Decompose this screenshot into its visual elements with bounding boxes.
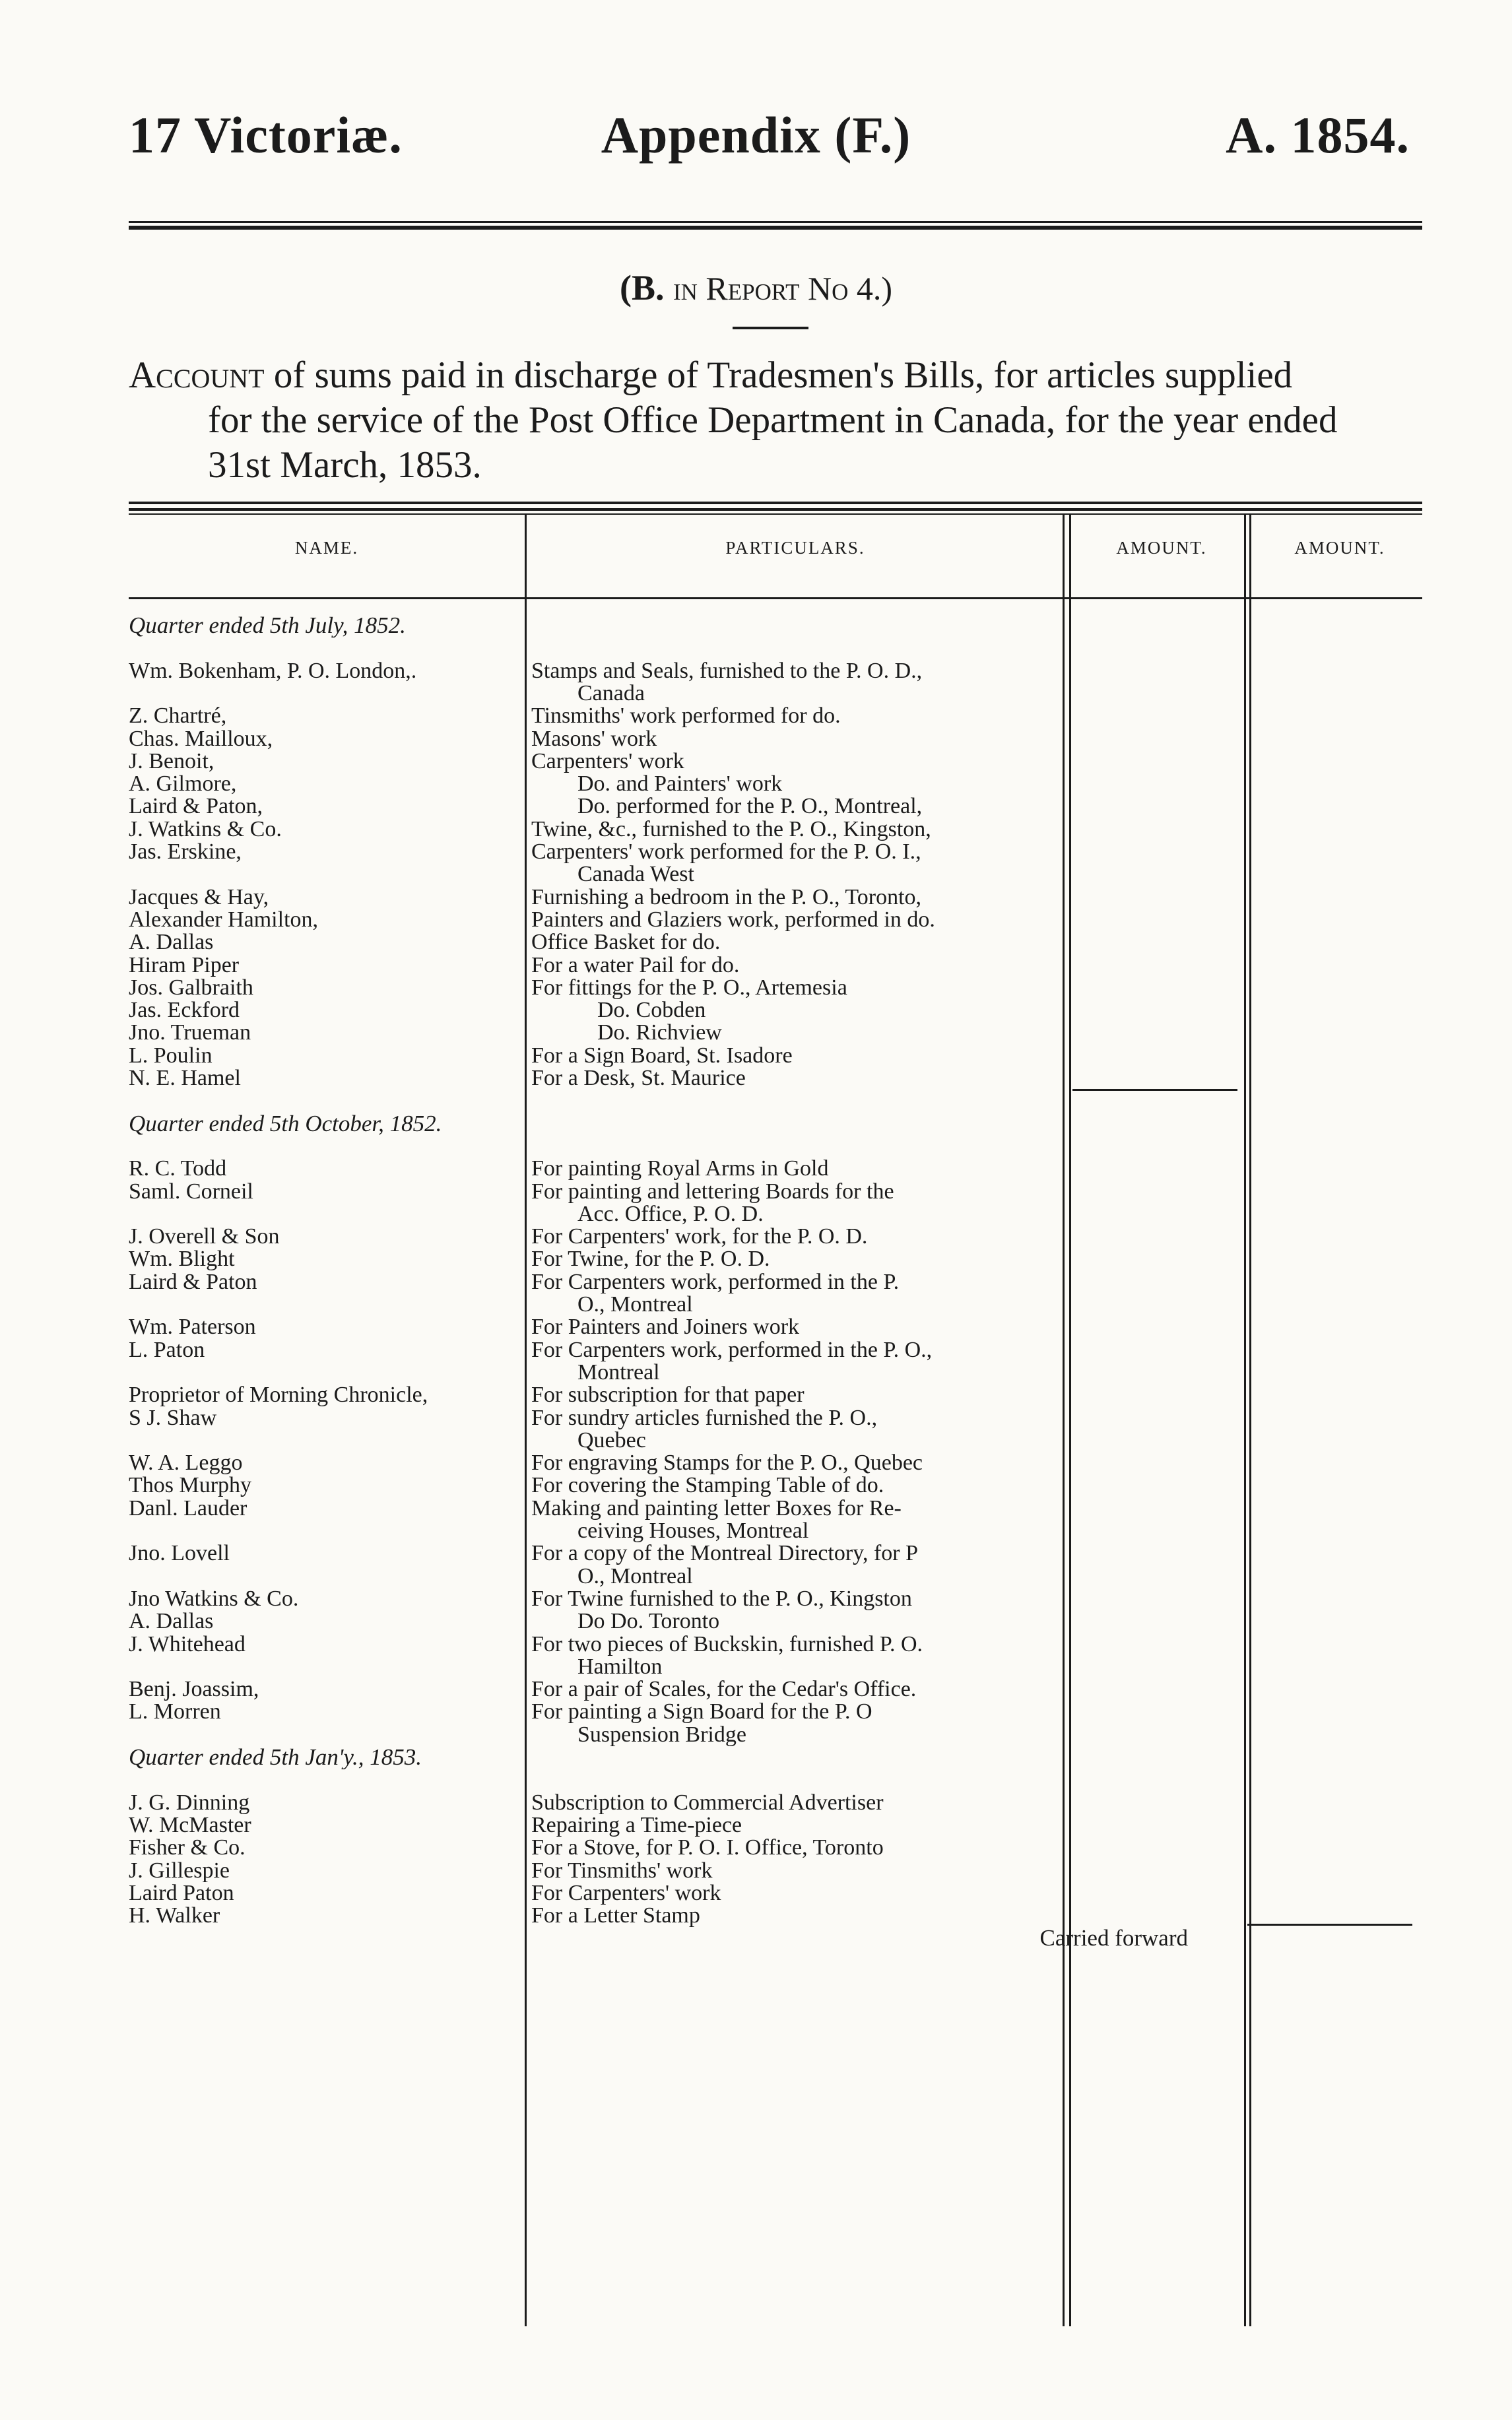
payee-name: Alexander Hamilton, [129, 907, 319, 932]
payee-name: Danl. Lauder [129, 1496, 247, 1521]
column-header-amount: AMOUNT. [1116, 538, 1207, 558]
payee-name: S J. Shaw [129, 1406, 217, 1430]
table-row [129, 1134, 1449, 1158]
payee-name: Benj. Joassim, [129, 1678, 259, 1702]
particulars: ceiving Houses, Montreal [577, 1519, 809, 1543]
table-row [129, 1519, 1449, 1543]
table-row [129, 1361, 1449, 1385]
table-row [129, 1678, 1449, 1701]
session-header: 17 Victoriæ. [129, 106, 403, 164]
payee-name: J. Benoit, [129, 749, 214, 773]
particulars: Office Basket for do. [531, 931, 721, 955]
particulars: For Carpenters work, performed in the P. [531, 1270, 900, 1294]
table-row [129, 1836, 1449, 1860]
table-top-rule-3 [129, 513, 1422, 515]
table-row [129, 704, 1449, 728]
table-row [129, 1180, 1449, 1204]
payee-name: W. McMaster [129, 1813, 251, 1837]
payee-name: Wm. Blight [129, 1247, 235, 1272]
particulars: For painting and lettering Boards for the [531, 1179, 894, 1204]
particulars: For a copy of the Montreal Directory, for P [531, 1542, 919, 1566]
table-row [129, 1746, 1449, 1769]
subtotal-rule [1072, 1089, 1237, 1091]
payee-name: Jno. Trueman [129, 1021, 251, 1045]
particulars: For Carpenters' work [531, 1881, 721, 1905]
table-row [129, 976, 1449, 1000]
particulars: Hamilton [577, 1654, 663, 1679]
title-line-2: for the service of the Post Office Department in Canada, for the year ended [208, 399, 1338, 441]
appendix-header: Appendix (F.) [601, 106, 911, 164]
particulars: For subscription for that paper [531, 1383, 805, 1408]
particulars: For a Letter Stamp [531, 1904, 700, 1928]
carried-forward-rule [1247, 1924, 1412, 1926]
account-title [129, 353, 1422, 488]
payee-name: J. G. Dinning [129, 1790, 250, 1815]
payee-name: Wm. Bokenham, P. O. London,. [129, 659, 417, 683]
particulars: Carpenters' work performed for the P. O. I., [531, 840, 921, 864]
payee-name: J. Whitehead [129, 1632, 246, 1656]
payee-name: R. C. Todd [129, 1157, 227, 1181]
quarter-heading: Quarter ended 5th Jan'y., 1853. [129, 1746, 422, 1769]
column-header-rule [129, 597, 1422, 599]
payee-name: Jos. Galbraith [129, 975, 253, 1000]
payee-name: A. Dallas [129, 931, 214, 955]
column-header-particulars: PARTICULARS. [725, 538, 865, 558]
table-row [129, 1429, 1449, 1453]
table-row [129, 636, 1449, 660]
particulars: Do. Richview [597, 1021, 722, 1045]
particulars: Painters and Glaziers work, performed in do. [531, 907, 935, 932]
table-row [129, 1542, 1449, 1565]
table-row [129, 1089, 1449, 1113]
table-row [129, 659, 1449, 683]
particulars: For a Desk, St. Maurice [531, 1066, 746, 1090]
payee-name: Proprietor of Morning Chronicle, [129, 1383, 428, 1408]
payee-name: H. Walker [129, 1904, 220, 1928]
particulars: Quebec [577, 1428, 646, 1453]
table-row [129, 1021, 1449, 1045]
table-row [129, 1587, 1449, 1611]
particulars: Do. Cobden [597, 998, 706, 1023]
table-row [129, 1768, 1449, 1792]
payee-name: J. Gillespie [129, 1858, 230, 1883]
subheading-caps: in Report No 4.) [673, 270, 893, 307]
table-row [129, 1338, 1449, 1362]
particulars: For Twine furnished to the P. O., Kingston [531, 1586, 912, 1611]
payee-name: Laird Paton [129, 1881, 234, 1905]
particulars: Do Do. Toronto [577, 1610, 720, 1634]
title-line-1: of sums paid in discharge of Tradesmen's Bills, for articles supplied [264, 354, 1293, 396]
table-row [129, 1112, 1449, 1136]
table-row [129, 772, 1449, 796]
report-subheading [0, 267, 1512, 308]
particulars: Do. and Painters' work [577, 772, 783, 797]
table-top-rule-2 [129, 508, 1422, 511]
table-row [129, 1247, 1449, 1271]
table-top-rule-1 [129, 502, 1422, 504]
particulars: Carpenters' work [531, 749, 684, 773]
payee-name: Thos Murphy [129, 1474, 252, 1498]
table-row [129, 1700, 1449, 1724]
payee-name: Jno Watkins & Co. [129, 1586, 299, 1611]
particulars: For Carpenters work, performed in the P. O., [531, 1338, 933, 1362]
particulars: For Painters and Joiners work [531, 1315, 800, 1340]
table-row [129, 1451, 1449, 1475]
table-row [129, 863, 1449, 886]
particulars: For a water Pail for do. [531, 953, 740, 977]
particulars: For Tinsmiths' work [531, 1858, 713, 1883]
table-row [129, 1655, 1449, 1679]
column-header-amount-total: AMOUNT. [1294, 538, 1385, 558]
payee-name: L. Morren [129, 1700, 221, 1724]
table-row [129, 1859, 1449, 1883]
particulars: For Carpenters' work, for the P. O. D. [531, 1225, 868, 1249]
particulars: Stamps and Seals, furnished to the P. O. D., [531, 659, 923, 683]
payee-name: Z. Chartré, [129, 704, 227, 729]
payee-name: Laird & Paton, [129, 795, 263, 819]
table-row [129, 1474, 1449, 1497]
payee-name: A. Gilmore, [129, 772, 237, 797]
payee-name: L. Paton [129, 1338, 205, 1362]
table-row [129, 1633, 1449, 1656]
table-row [129, 1814, 1449, 1837]
table-row [129, 1270, 1449, 1294]
payee-name: Jas. Eckford [129, 998, 240, 1023]
table-row [129, 1610, 1449, 1633]
quarter-heading: Quarter ended 5th July, 1852. [129, 614, 406, 638]
table-row [129, 1044, 1449, 1068]
table-row [129, 1066, 1449, 1090]
table-row [129, 818, 1449, 841]
table-row [129, 750, 1449, 773]
table-row [129, 1202, 1449, 1226]
table-row [129, 1791, 1449, 1815]
payee-name: Jno. Lovell [129, 1542, 230, 1566]
particulars: For a pair of Scales, for the Cedar's Office. [531, 1678, 917, 1702]
carried-forward-label: Carried forward [1039, 1926, 1188, 1951]
payee-name: J. Overell & Son [129, 1225, 280, 1249]
payee-name: Jas. Erskine, [129, 840, 242, 864]
table-row [129, 1406, 1449, 1430]
table-row [129, 1225, 1449, 1249]
table-row [129, 1497, 1449, 1521]
payee-name: J. Watkins & Co. [129, 817, 282, 841]
payee-name: Fisher & Co. [129, 1836, 246, 1860]
particulars: O., Montreal [577, 1293, 693, 1317]
table-row [129, 1723, 1449, 1747]
particulars: For covering the Stamping Table of do. [531, 1474, 884, 1498]
particulars: For a Sign Board, St. Isadore [531, 1043, 793, 1068]
header-rule-thin [129, 221, 1422, 223]
subheading-open: (B. [619, 268, 665, 308]
table-row [129, 682, 1449, 705]
payee-name: Jacques & Hay, [129, 885, 269, 909]
column-header-name: NAME. [294, 538, 359, 558]
payee-name: Hiram Piper [129, 953, 240, 977]
particulars: Acc. Office, P. O. D. [577, 1202, 764, 1226]
particulars: Do. performed for the P. O., Montreal, [577, 795, 923, 819]
payee-name: Saml. Corneil [129, 1179, 253, 1204]
year-header: A. 1854. [1226, 106, 1410, 164]
table-row [129, 1157, 1449, 1181]
particulars: Canada [577, 681, 645, 705]
particulars: For sundry articles furnished the P. O., [531, 1406, 878, 1430]
payee-name: N. E. Hamel [129, 1066, 241, 1090]
particulars: For painting Royal Arms in Gold [531, 1157, 829, 1181]
particulars: Repairing a Time-piece [531, 1813, 742, 1837]
table-row [129, 795, 1449, 818]
particulars: Subscription to Commercial Advertiser [531, 1790, 884, 1815]
particulars: Furnishing a bedroom in the P. O., Toronto, [531, 885, 922, 909]
table-row [129, 931, 1449, 954]
table-row [129, 727, 1449, 751]
payee-name: Chas. Mailloux, [129, 727, 273, 751]
particulars: Masons' work [531, 727, 657, 751]
particulars: For engraving Stamps for the P. O., Quebec [531, 1451, 923, 1476]
subheading-rule [733, 327, 808, 329]
table-row [129, 614, 1449, 638]
payee-name: Laird & Paton [129, 1270, 257, 1294]
particulars: For painting a Sign Board for the P. O [531, 1700, 872, 1724]
table-row [129, 1565, 1449, 1588]
particulars: For two pieces of Buckskin, furnished P. O. [531, 1632, 923, 1656]
table-row [129, 1293, 1449, 1317]
title-lead: Account [129, 354, 265, 396]
payee-name: W. A. Leggo [129, 1451, 243, 1476]
particulars: Making and painting letter Boxes for Re- [531, 1496, 902, 1521]
particulars: Suspension Bridge [577, 1722, 746, 1747]
particulars: For a Stove, for P. O. I. Office, Toronto [531, 1836, 884, 1860]
particulars: Twine, &c., furnished to the P. O., Kingston, [531, 817, 931, 841]
table-row [129, 1315, 1449, 1339]
particulars: Montreal [577, 1360, 660, 1385]
title-line-3: 31st March, 1853. [208, 444, 482, 486]
quarter-heading: Quarter ended 5th October, 1852. [129, 1111, 442, 1136]
payee-name: A. Dallas [129, 1610, 214, 1634]
header-rule-thick [129, 226, 1422, 230]
table-row [129, 1926, 1449, 1950]
table-row [129, 886, 1449, 909]
table-row [129, 998, 1449, 1022]
payee-name: L. Poulin [129, 1043, 213, 1068]
particulars: Canada West [577, 863, 694, 887]
table-row [129, 908, 1449, 932]
particulars: Tinsmiths' work performed for do. [531, 704, 841, 729]
particulars: For fittings for the P. O., Artemesia [531, 975, 847, 1000]
payee-name: Wm. Paterson [129, 1315, 256, 1340]
table-row [129, 1383, 1449, 1407]
table-row [129, 1881, 1449, 1905]
table-row [129, 954, 1449, 977]
particulars: O., Montreal [577, 1564, 693, 1588]
table-row [129, 840, 1449, 864]
particulars: For Twine, for the P. O. D. [531, 1247, 770, 1272]
